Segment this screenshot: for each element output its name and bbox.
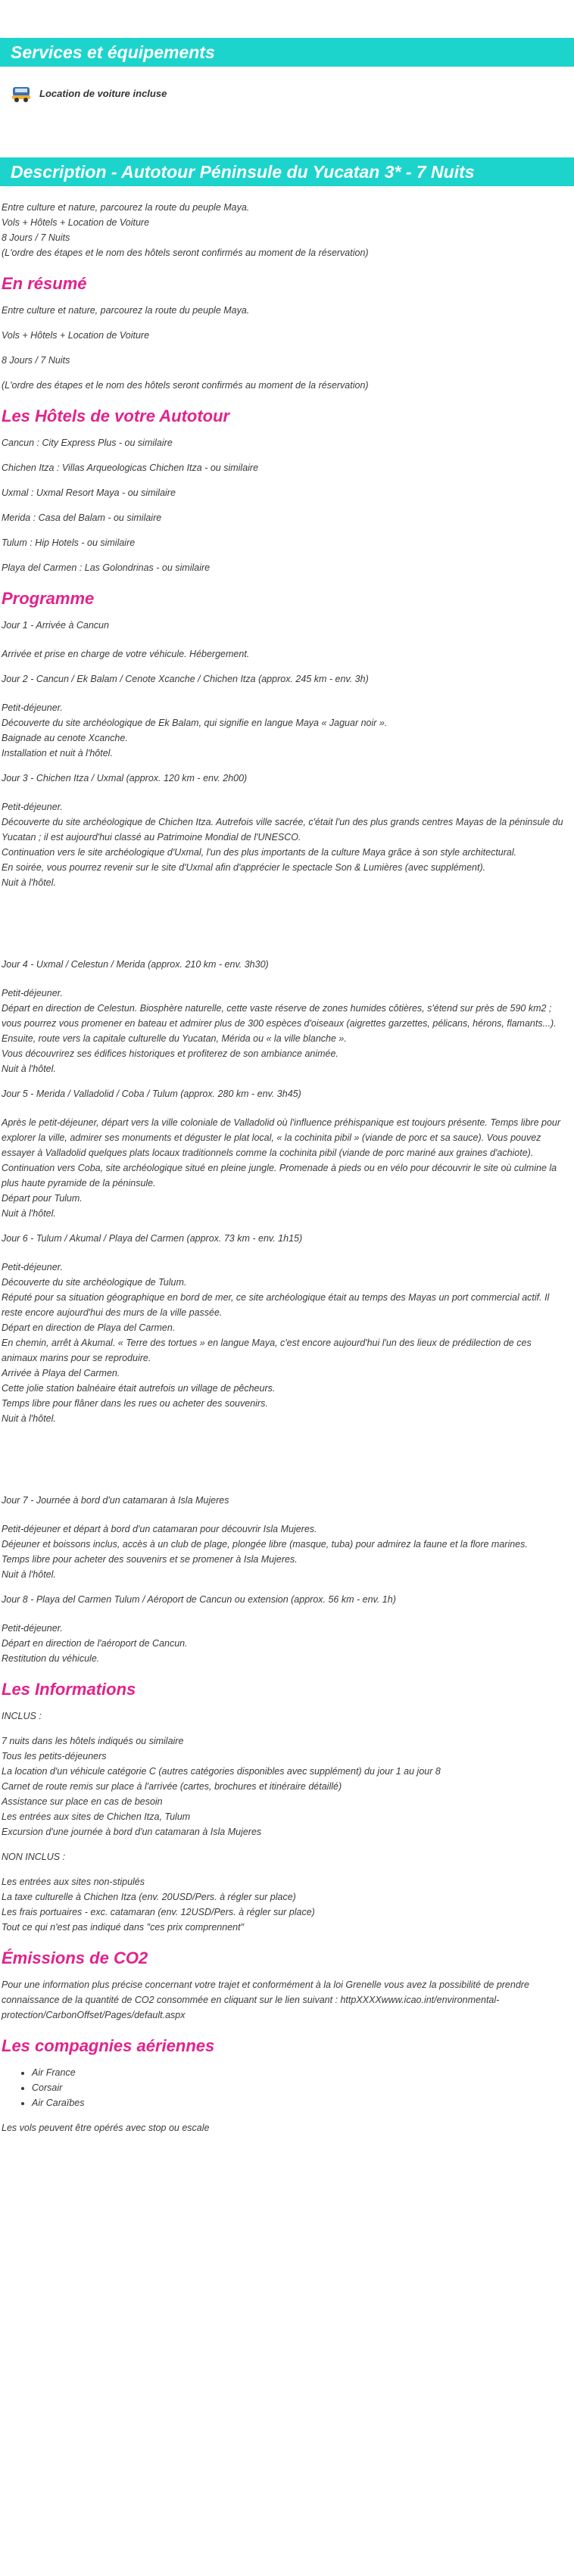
- included-label: INCLUS :: [2, 1711, 42, 1721]
- day-line: Petit-déjeuner et départ à bord d'un catamaran pour découvrir Isla Mujeres.: [2, 1524, 317, 1534]
- day-title: Jour 8 - Playa del Carmen Tulum / Aéroport de Cancun ou extension (approx. 56 km - env. 1h): [2, 1594, 396, 1605]
- info-heading: Les Informations: [2, 1680, 136, 1699]
- hotel-item: Tulum : Hip Hotels - ou similaire: [2, 537, 136, 548]
- day-line: Départ en direction de l'aéroport de Cancun.: [2, 1638, 188, 1649]
- day-line: Découverte du site archéologique de Ek Balam, qui signifie en langue Maya « Jaguar noir ».: [2, 718, 388, 728]
- summary-text: (L'ordre des étapes et le nom des hôtels seront confirmés au moment de la réservation): [2, 380, 369, 391]
- day-line: Départ pour Tulum.: [2, 1193, 83, 1204]
- description-line: 8 Jours / 7 Nuits: [2, 232, 70, 243]
- services-heading: Services et équipements: [0, 38, 574, 67]
- included-item: Tous les petits-déjeuners: [2, 1751, 107, 1761]
- description-body: [0, 200, 574, 2135]
- airline-item: • Air France: [32, 2065, 569, 2080]
- summary-text: Entre culture et nature, parcourez la route du peuple Maya.: [2, 305, 250, 316]
- day-body: [2, 700, 569, 761]
- included-item: Excursion d'une journée à bord d'un catamaran à Isla Mujeres: [2, 1827, 262, 1837]
- day-line: Déjeuner et boissons inclus, accès à un club de plage, plongée libre (masque, tuba) pour admirez la faune et la flore marines.: [2, 1539, 528, 1550]
- day-line: Petit-déjeuner.: [2, 1623, 63, 1634]
- car-icon: [11, 83, 32, 104]
- day-line: Petit-déjeuner.: [2, 1262, 63, 1272]
- co2-text: Pour une information plus précise concernant votre trajet et conformément à la loi Grenelle vous avez la possibilité de prendre connaissance de la quantité de CO2 consommée en cliquant sur le lien suivant : httpXXXXwww.icao.int/environmental-protection/CarbonOffset/Pages/default.aspx: [2, 1980, 529, 2020]
- day-body: [2, 1621, 569, 1666]
- hotels-heading: Les Hôtels de votre Autotour: [2, 406, 230, 425]
- excluded-item: Tout ce qui n'est pas indiqué dans "ces prix comprennent": [2, 1922, 245, 1933]
- day-line: Départ en direction de Celestun. Biosphère naturelle, cette vaste réserve de zones humides côtières, s'étend sur près de 590 km2 ; vous pourrez vous promener en bateau et admirer plus de 300 espèces d'oiseaux (aigrettes garzettes, pélicans, hérons, flamants...).: [2, 1003, 557, 1029]
- excluded-list: [2, 1874, 569, 1935]
- summary-heading: En résumé: [2, 274, 87, 293]
- summary-text: Vols + Hôtels + Location de Voiture: [2, 330, 150, 341]
- hotel-item: Playa del Carmen : Las Golondrinas - ou similaire: [2, 562, 211, 573]
- car-rental-label: Location de voiture incluse: [39, 87, 167, 99]
- included-list: [2, 1733, 569, 1839]
- day-line: Baignade au cenote Xcanche.: [2, 733, 128, 743]
- day-line: Après le petit-déjeuner, départ vers la ville coloniale de Valladolid où l'influence préhispanique est toujours présente. Temps libre pour explorer la ville, admirer ses monuments et déguster le plat local, « la cochinita pibil » (viande de porc et sa sauce). Vous pouvez essayer à Valladolid quelques plats locaux traditionnels comme la cochinita pibil (viande de porc mariné aux graines d'achiote).: [2, 1117, 561, 1158]
- day-line: Petit-déjeuner.: [2, 988, 63, 998]
- day-body: [2, 986, 569, 1076]
- day-line: Nuit à l'hôtel.: [2, 1208, 56, 1219]
- day-line: Nuit à l'hôtel.: [2, 1413, 56, 1424]
- day-line: Installation et nuit à l'hôtel.: [2, 748, 113, 758]
- day-line: Nuit à l'hôtel.: [2, 877, 56, 888]
- day-line: Nuit à l'hôtel.: [2, 1064, 56, 1074]
- day-line: Vous découvrirez ses édifices historiques et profiterez de son ambiance animée.: [2, 1048, 338, 1059]
- description-line: Entre culture et nature, parcourez la route du peuple Maya.: [2, 202, 250, 213]
- day-line: Temps libre pour acheter des souvenirs et se promener à Isla Mujeres.: [2, 1554, 298, 1565]
- included-item: Assistance sur place en cas de besoin: [2, 1796, 163, 1807]
- day-body: [2, 799, 569, 890]
- day-line: Petit-déjeuner.: [2, 702, 63, 713]
- airline-item: • Corsair: [32, 2080, 569, 2095]
- day-body: [2, 1522, 569, 1582]
- day-title: Jour 7 - Journée à bord d'un catamaran à Isla Mujeres: [2, 1495, 229, 1506]
- description-line: (L'ordre des étapes et le nom des hôtels seront confirmés au moment de la réservation): [2, 248, 369, 258]
- day-body: [2, 1260, 569, 1426]
- day-line: Restitution du véhicule.: [2, 1653, 100, 1664]
- day-title: Jour 6 - Tulum / Akumal / Playa del Carmen (approx. 73 km - env. 1h15): [2, 1233, 303, 1244]
- day-line: En soirée, vous pourrez revenir sur le site d'Uxmal afin d'apprécier le spectacle Son & Lumières (avec supplément).: [2, 862, 486, 873]
- day-line: Arrivée à Playa del Carmen.: [2, 1368, 120, 1378]
- included-item: Carnet de route remis sur place à l'arrivée (cartes, brochures et itinéraire détaillé): [2, 1781, 342, 1792]
- airline-item: • Air Caraïbes: [32, 2095, 569, 2110]
- day-title: Jour 1 - Arrivée à Cancun: [2, 620, 109, 631]
- day-line: Départ en direction de Playa del Carmen.: [2, 1322, 176, 1333]
- airlines-note: Les vols peuvent être opérés avec stop ou escale: [2, 2123, 210, 2133]
- day-text: Arrivée et prise en charge de votre véhicule. Hébergement.: [2, 649, 250, 659]
- hotel-item: Chichen Itza : Villas Arqueologicas Chichen Itza - ou similaire: [2, 463, 259, 473]
- day-line: Temps libre pour flâner dans les rues ou acheter des souvenirs.: [2, 1398, 268, 1409]
- day-line: En chemin, arrêt à Akumal. « Terre des tortues » en langue Maya, c'est encore aujourd'hui l'un des lieux de prédilection de ces animaux marins pour se reproduire.: [2, 1338, 532, 1363]
- day-line: Réputé pour sa situation géographique en bord de mer, ce site archéologique était au temps des Mayas un port commercial actif. Il reste encore aujourd'hui des murs de la ville passée.: [2, 1292, 550, 1318]
- day-line: Petit-déjeuner.: [2, 802, 63, 812]
- co2-heading: Émissions de CO2: [2, 1948, 148, 1967]
- excluded-label: NON INCLUS :: [2, 1852, 66, 1862]
- day-title: Jour 2 - Cancun / Ek Balam / Cenote Xcanche / Chichen Itza (approx. 245 km - env. 3h): [2, 674, 369, 684]
- program-heading: Programme: [2, 589, 95, 608]
- hotel-item: Uxmal : Uxmal Resort Maya - ou similaire: [2, 487, 176, 498]
- hotel-item: Merida : Casa del Balam - ou similaire: [2, 512, 162, 523]
- day-line: Continuation vers Coba, site archéologique situé en pleine jungle. Promenade à pieds ou en vélo pour découvrir le site où culmine la plus haute pyramide de la péninsule.: [2, 1163, 557, 1188]
- day-title: Jour 5 - Merida / Valladolid / Coba / Tulum (approx. 280 km - env. 3h45): [2, 1089, 301, 1099]
- car-rental-amenity: [11, 82, 574, 104]
- day-line: Nuit à l'hôtel.: [2, 1569, 56, 1580]
- airlines-heading: Les compagnies aériennes: [2, 2036, 215, 2055]
- day-line: Ensuite, route vers la capitale culturelle du Yucatan, Mérida ou « la ville blanche ».: [2, 1033, 347, 1044]
- included-item: 7 nuits dans les hôtels indiqués ou similaire: [2, 1736, 184, 1746]
- day-line: Continuation vers le site archéologique d'Uxmal, l'un des plus importants de la culture Maya grâce à son style architectural.: [2, 847, 517, 858]
- included-item: La location d'un véhicule catégorie C (autres catégories disponibles avec supplément) du jour 1 au jour 8: [2, 1766, 441, 1777]
- day-title: Jour 3 - Chichen Itza / Uxmal (approx. 120 km - env. 2h00): [2, 773, 248, 783]
- day-body: [2, 1115, 569, 1221]
- included-item: Les entrées aux sites de Chichen Itza, Tulum: [2, 1811, 191, 1822]
- day-line: Découverte du site archéologique de Tulum.: [2, 1277, 187, 1288]
- excluded-item: Les frais portuaires - exc. catamaran (env. 12USD/Pers. à régler sur place): [2, 1907, 315, 1917]
- description-line: Vols + Hôtels + Location de Voiture: [2, 217, 150, 228]
- excluded-item: Les entrées aux sites non-stipulés: [2, 1877, 145, 1887]
- day-line: Cette jolie station balnéaire était autrefois un village de pêcheurs.: [2, 1383, 276, 1394]
- summary-text: 8 Jours / 7 Nuits: [2, 355, 70, 366]
- day-title: Jour 4 - Uxmal / Celestun / Merida (approx. 210 km - env. 3h30): [2, 959, 269, 970]
- hotel-item: Cancun : City Express Plus - ou similaire: [2, 438, 173, 448]
- day-line: Découverte du site archéologique de Chichen Itza. Autrefois ville sacrée, c'était l'un des plus grands centres Mayas de la péninsule du Yucatan ; il est aujourd'hui classé au Patrimoine Mondial de l'UNESCO.: [2, 817, 563, 843]
- airlines-list: [32, 2065, 569, 2110]
- description-heading: Description - Autotour Péninsule du Yucatan 3* - 7 Nuits: [0, 157, 574, 186]
- excluded-item: La taxe culturelle à Chichen Itza (env. 20USD/Pers. à régler sur place): [2, 1892, 296, 1902]
